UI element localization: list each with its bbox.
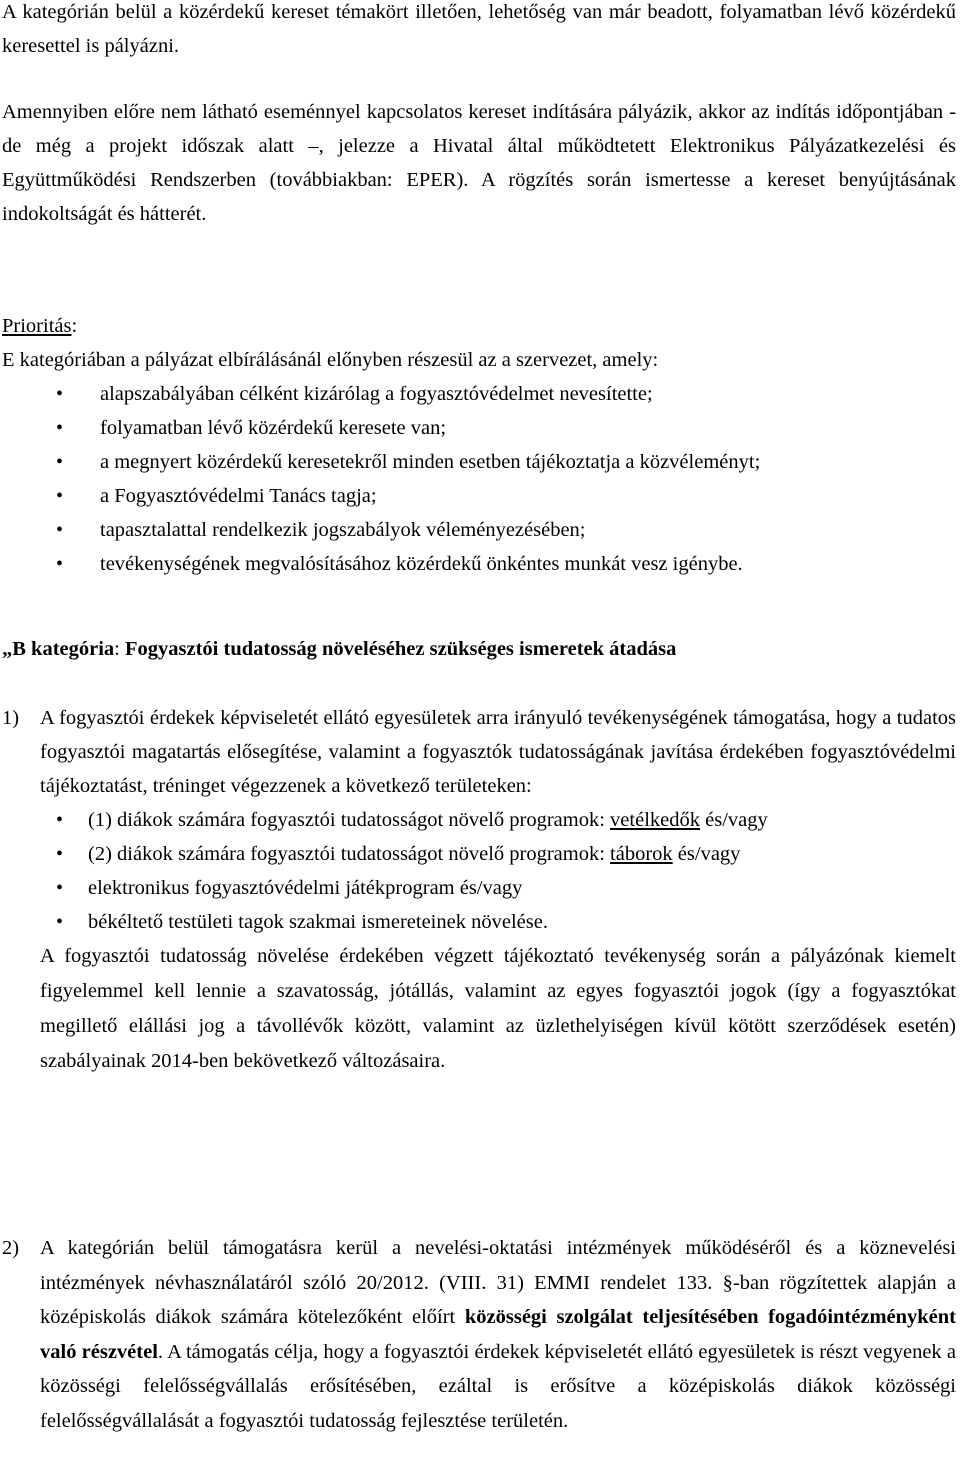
section-2-text: A kategórián belül támogatásra kerül a nevelési-oktatási intézmények működéséről és a köznevelési intézmények névhasználatáról szóló 20/2012. (VIII. 31) EMMI rendelet 133. §-ban rögzítettek alapján a középiskolás diákok számára kötelezőként előírt közösségi szolgálat teljesítésében fogadóintézményként való részvétel. A támogatás célja, hogy a fogyasztói érdekek képviseletét ellátó egyesületek is részt vegyenek a közösségi felelősségvállalás erősítésében, ezáltal is erősítve a középiskolás diákok közösségi felelősségvállalását a fogyasztói tudatosság fejlesztése területén.	[40, 1237, 956, 1432]
section-2	[2, 1231, 956, 1438]
list-item: • folyamatban lévő közérdekű keresete van;	[2, 411, 956, 445]
list-item: • tapasztalattal rendelkezik jogszabályok véleményezésében;	[2, 513, 956, 547]
taborok-link: táborok	[610, 843, 673, 865]
list-item: • elektronikus fogyasztóvédelmi játékprogram és/vagy	[2, 871, 956, 905]
category-b-label: „B kategória	[2, 638, 115, 660]
vetelkedok-link: vetélkedők	[610, 809, 700, 831]
list-item: • tevékenységének megvalósításához közérdekű önkéntes munkát vesz igénybe.	[2, 547, 956, 581]
priority-heading-text: Prioritás	[2, 315, 72, 337]
intro-section	[2, 0, 956, 231]
section-1-text: A fogyasztói érdekek képviseletét ellátó egyesületek arra irányuló tevékenységének támogatása, hogy a tudatos fogyasztói magatartás elősegítése, valamint a fogyasztók tudatosságának javítása érdekében fogyasztóvédelmi tájékoztatást, tréninget végezzenek a következő területeken:	[40, 707, 956, 797]
section-1-number: 1)	[2, 707, 20, 729]
priority-intro: E kategóriában a pályázat elbírálásánál előnyben részesül az a szervezet, amely:	[2, 349, 659, 371]
priority-section	[2, 309, 956, 581]
section-1	[2, 701, 956, 1079]
category-b-colon: :	[114, 638, 125, 660]
list-item: • (2) diákok számára fogyasztói tudatosságot növelő programok: táborok és/vagy	[2, 837, 956, 871]
intro-paragraph-2: Amennyiben előre nem látható eseménnyel kapcsolatos kereset indítására pályázik, akkor az indítás időpontjában - de még a projekt időszak alatt –, jelezze a Hivatal által működtetett Elektronikus Pályázatkezelési és Együttműködési Rendszerben (továbbiakban: EPER). A rögzítés során ismertesse a kereset benyújtásának indokoltságát és hátterét.	[2, 101, 956, 225]
list-item: • a Fogyasztóvédelmi Tanács tagja;	[2, 479, 956, 513]
priority-heading-colon: :	[71, 315, 78, 337]
list-item: • békéltető testületi tagok szakmai ismereteinek növelése.	[2, 905, 956, 939]
section-2-number: 2)	[2, 1237, 20, 1259]
priority-list	[2, 377, 956, 581]
intro-paragraph-1: A kategórián belül a közérdekű kereset témakört illetően, lehetőség van már beadott, folyamatban lévő közérdekű keresettel is pályázni.	[2, 1, 956, 57]
category-b-heading	[2, 632, 956, 666]
section-1-list	[2, 803, 956, 939]
section-1-closing: A fogyasztói tudatosság növelése érdekében végzett tájékoztató tevékenység során a pályázónak kiemelt figyelemmel kell lennie a szavatosság, jótállás, valamint az egyes fogyasztói jogok (így a fogyasztókat megillető elállási jog a távollévők között, valamint az üzlethelyiségen kívül kötött szerződések esetén) szabályainak 2014-ben bekövetkező változásaira.	[40, 945, 956, 1072]
section-2-bold-text: közösségi szolgálat teljesítésében fogadóintézményként való részvétel	[40, 1306, 956, 1363]
priority-heading	[2, 309, 956, 343]
category-b-title: Fogyasztói tudatosság növeléséhez szükséges ismeretek átadása	[125, 638, 677, 660]
list-item: • (1) diákok számára fogyasztói tudatosságot növelő programok: vetélkedők és/vagy	[2, 803, 956, 837]
list-item: • a megnyert közérdekű keresetekről minden esetben tájékoztatja a közvéleményt;	[2, 445, 956, 479]
list-item: • alapszabályában célként kizárólag a fogyasztóvédelmet nevesítette;	[2, 377, 956, 411]
